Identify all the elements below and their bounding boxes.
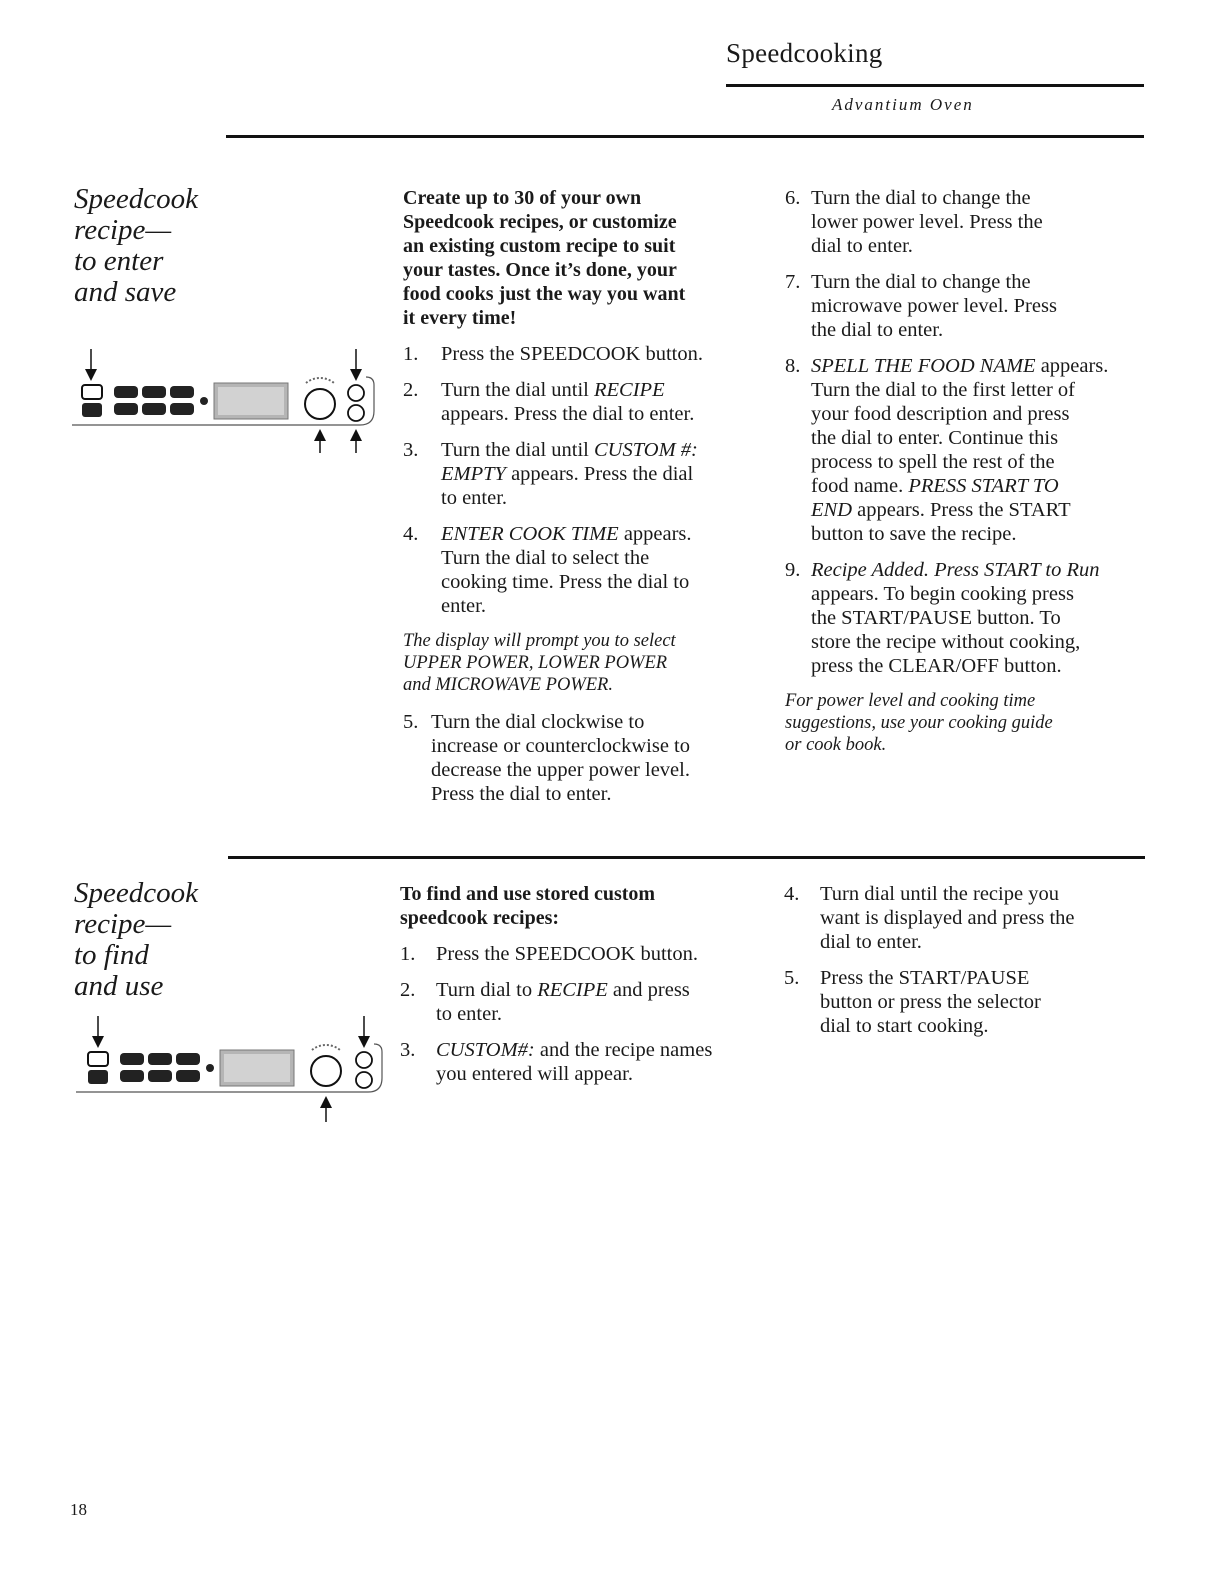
find-instructions-column-2 [784,882,1154,1050]
control-panel-illustration-find [74,1012,386,1124]
intro-text: Create up to 30 of your own Speedcook recipes, or customize an existing custom recipe to suit your tastes. Once it’s done, your food cooks just the way you want it every time! [403,187,686,329]
steps-list [403,710,753,806]
find-instructions-column-1 [400,882,770,1098]
dial-icon [311,1045,341,1086]
list-item: 4. Turn dial until the recipe you want is displayed and press the dial to enter. [784,883,1075,953]
page-title: Speedcooking [726,38,883,68]
arrow-up-icon [314,429,326,453]
list-item: 9. Recipe Added. Press START to Run appears. To begin cooking press the START/PAUSE button. To store the recipe without cooking, press the CLEAR/OFF button. [785,559,1100,677]
note-text: For power level and cooking time suggestions, use your cooking guide or cook book. [785,691,1053,755]
steps-list [784,882,1154,1038]
page-number: 18 [70,1500,87,1519]
list-item: 5. Press the START/PAUSE button or press the selector dial to start cooking. [784,967,1041,1037]
steps-list [403,342,753,618]
arrow-up-icon [350,429,362,453]
section-rule-top [226,135,1144,138]
arrow-down-icon [358,1016,370,1048]
control-panel-illustration-save [70,345,380,455]
steps-list [400,942,770,1086]
list-item: 3. CUSTOM#: and the recipe names you entered will appear. [400,1039,713,1085]
list-item: 7. Turn the dial to change the microwave power level. Press the dial to enter. [785,271,1057,341]
list-item: 2. Turn the dial until RECIPE appears. Press the dial to enter. [403,379,695,425]
list-item: 6. Turn the dial to change the lower power level. Press the dial to enter. [785,187,1043,257]
side-title-find: Speedcook recipe— to find and use [74,877,198,1002]
arrow-up-icon [320,1096,332,1122]
section-rule-mid [228,856,1145,859]
header-rule [726,84,1144,87]
dial-icon [305,378,335,419]
arrow-down-icon [92,1016,104,1048]
arrow-down-icon [85,349,97,381]
list-item: 1. Press the SPEEDCOOK button. [403,343,703,365]
find-intro-text: To find and use stored custom speedcook recipes: [400,883,656,929]
steps-list [785,186,1155,678]
arrow-down-icon [350,349,362,381]
list-item: 2. Turn dial to RECIPE and press to enter. [400,979,690,1025]
note-text: The display will prompt you to select UPPER POWER, LOWER POWER and MICROWAVE POWER. [403,631,676,695]
side-title-save: Speedcook recipe— to enter and save [74,183,198,308]
list-item: 1. Press the SPEEDCOOK button. [400,943,698,965]
list-item: 8. SPELL THE FOOD NAME appears. Turn the dial to the first letter of your food description and press the dial to enter. Continue this process to spell the rest of the food name. PRESS START TO END appears. Press the START button to save the recipe. [785,355,1109,545]
list-item: 5. Turn the dial clockwise to increase or counterclockwise to decrease the upper power level. Press the dial to enter. [403,711,690,805]
instructions-column-1 [403,186,753,818]
instructions-column-2 [785,186,1155,770]
list-item: 3. Turn the dial until CUSTOM #: EMPTY appears. Press the dial to enter. [403,439,698,509]
page-subtitle: Advantium Oven [832,95,974,114]
list-item: 4. ENTER COOK TIME appears. Turn the dial to select the cooking time. Press the dial to enter. [403,523,692,617]
